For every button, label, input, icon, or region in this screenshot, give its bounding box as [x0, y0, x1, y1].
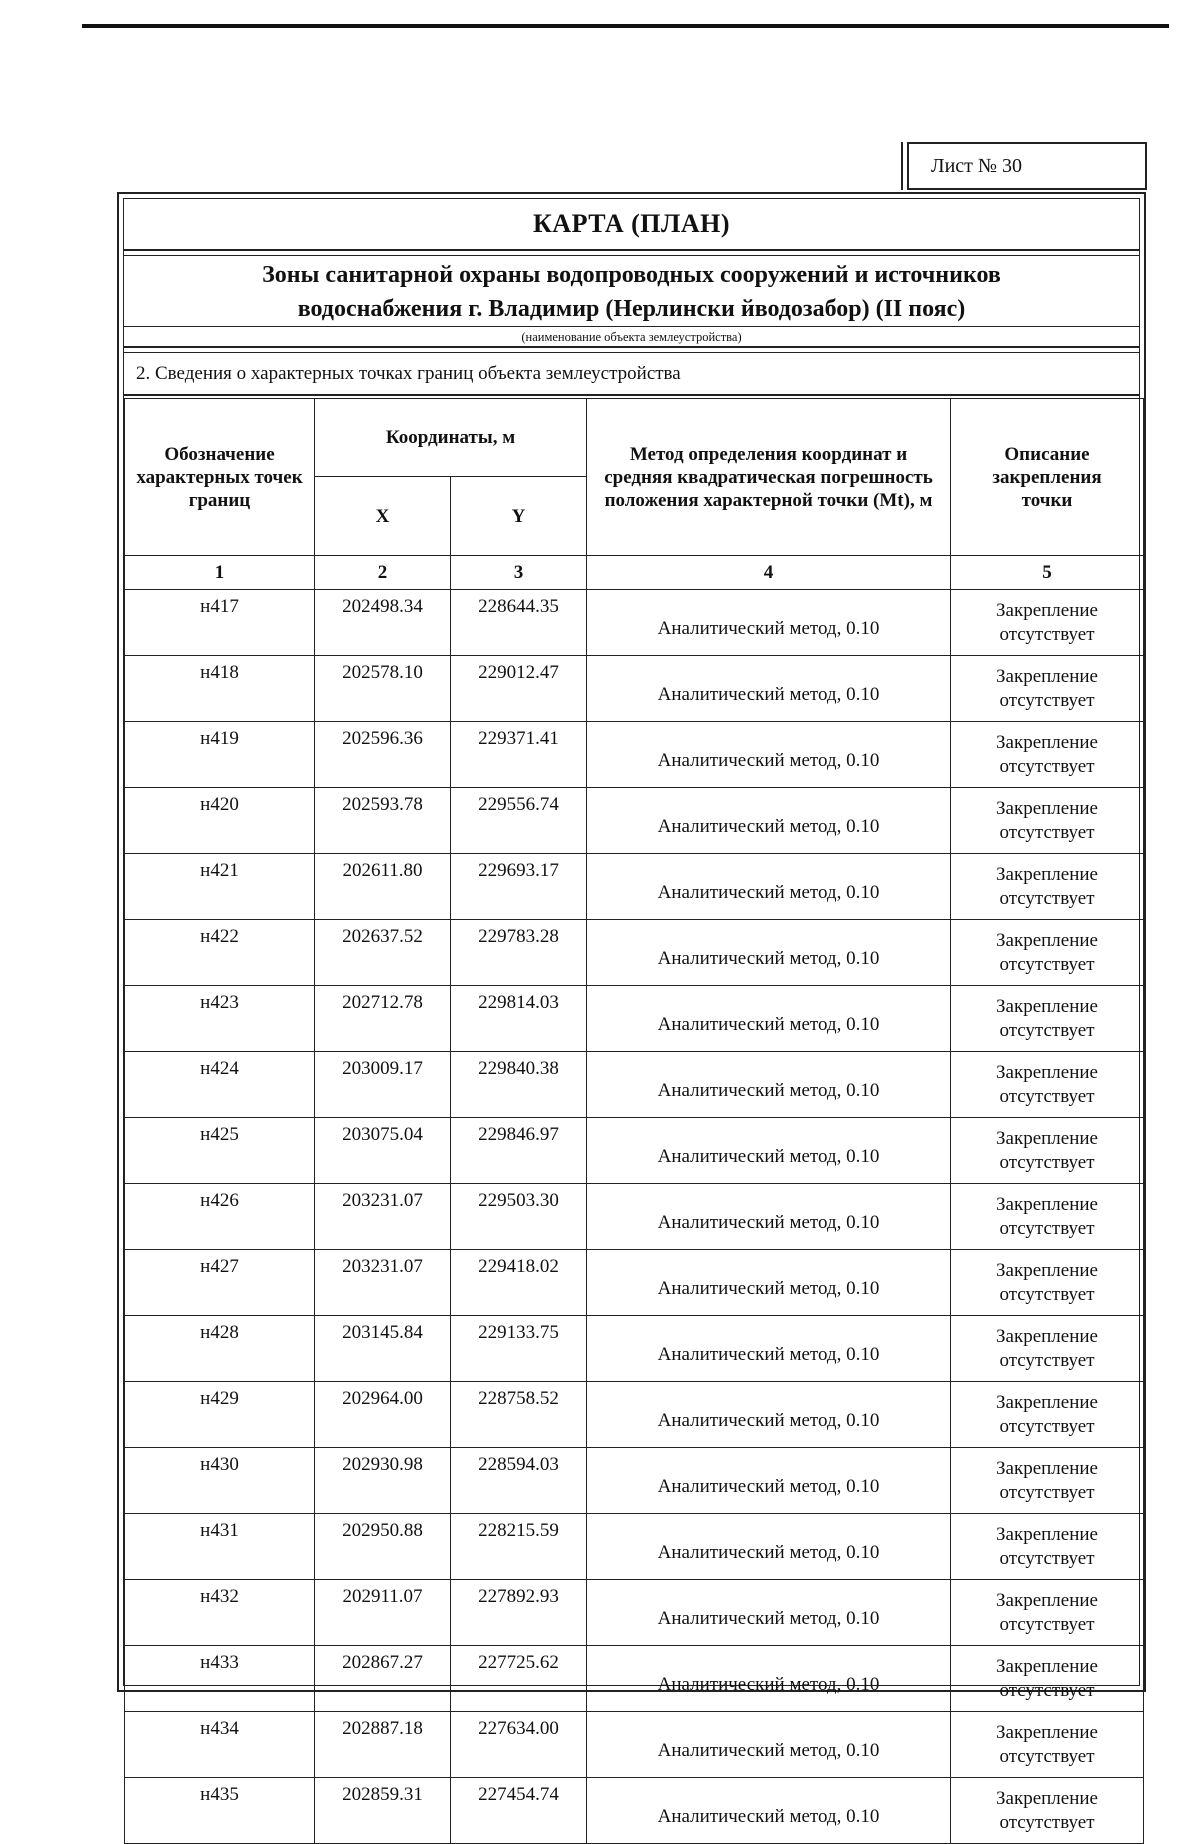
description-cell: Закрепление отсутствует: [951, 1382, 1144, 1448]
description-cell: Закрепление отсутствует: [951, 1646, 1144, 1712]
table-row: [125, 1778, 1144, 1844]
point-cell: н429: [125, 1382, 315, 1448]
y-cell: 229840.38: [451, 1052, 587, 1118]
description-cell: Закрепление отсутствует: [951, 590, 1144, 656]
x-cell: 202964.00: [315, 1382, 451, 1448]
header-x: X: [315, 477, 451, 556]
point-cell: н424: [125, 1052, 315, 1118]
x-cell: 202498.34: [315, 590, 451, 656]
point-cell: н422: [125, 920, 315, 986]
description-cell: Закрепление отсутствует: [951, 1316, 1144, 1382]
y-cell: 228758.52: [451, 1382, 587, 1448]
table-row: [125, 1514, 1144, 1580]
description-cell: Закрепление отсутствует: [951, 1580, 1144, 1646]
header-method: Метод определения координат и средняя квадратическая погрешность положения характерной точки (Mt), м: [587, 399, 951, 556]
method-cell: Аналитический метод, 0.10: [587, 656, 951, 722]
point-cell: н420: [125, 788, 315, 854]
method-cell: Аналитический метод, 0.10: [587, 1514, 951, 1580]
y-cell: 229814.03: [451, 986, 587, 1052]
point-cell: н428: [125, 1316, 315, 1382]
description-cell: Закрепление отсутствует: [951, 788, 1144, 854]
description-cell: Закрепление отсутствует: [951, 1118, 1144, 1184]
document-title: КАРТА (ПЛАН): [124, 199, 1139, 251]
point-cell: н435: [125, 1778, 315, 1844]
y-cell: 227634.00: [451, 1712, 587, 1778]
point-cell: н421: [125, 854, 315, 920]
header-description: Описание закрепления точки: [951, 399, 1144, 556]
column-number: 5: [951, 556, 1144, 590]
column-number: 4: [587, 556, 951, 590]
description-cell: Закрепление отсутствует: [951, 722, 1144, 788]
point-cell: н430: [125, 1448, 315, 1514]
method-cell: Аналитический метод, 0.10: [587, 1250, 951, 1316]
table-row: [125, 1250, 1144, 1316]
point-cell: н418: [125, 656, 315, 722]
x-cell: 202911.07: [315, 1580, 451, 1646]
method-cell: Аналитический метод, 0.10: [587, 1052, 951, 1118]
table-row: [125, 920, 1144, 986]
y-cell: 229418.02: [451, 1250, 587, 1316]
x-cell: 203231.07: [315, 1184, 451, 1250]
point-cell: н419: [125, 722, 315, 788]
description-cell: Закрепление отсутствует: [951, 854, 1144, 920]
y-cell: 229693.17: [451, 854, 587, 920]
description-cell: Закрепление отсутствует: [951, 1778, 1144, 1844]
y-cell: 229783.28: [451, 920, 587, 986]
x-cell: 202578.10: [315, 656, 451, 722]
section-title: 2. Сведения о характерных точках границ объекта землеустройства: [124, 352, 1139, 396]
table-row: [125, 1118, 1144, 1184]
object-name-line-2: водоснабжения г. Владимир (Нерлински йводозабор) (II пояс): [297, 296, 966, 322]
table-row: [125, 1448, 1144, 1514]
method-cell: Аналитический метод, 0.10: [587, 1118, 951, 1184]
x-cell: 202611.80: [315, 854, 451, 920]
method-cell: Аналитический метод, 0.10: [587, 854, 951, 920]
table-row: [125, 1316, 1144, 1382]
method-cell: Аналитический метод, 0.10: [587, 1184, 951, 1250]
table-row: [125, 1184, 1144, 1250]
column-number: 3: [451, 556, 587, 590]
y-cell: 227454.74: [451, 1778, 587, 1844]
description-cell: Закрепление отсутствует: [951, 1250, 1144, 1316]
description-cell: Закрепление отсутствует: [951, 1448, 1144, 1514]
x-cell: 202593.78: [315, 788, 451, 854]
method-cell: Аналитический метод, 0.10: [587, 1580, 951, 1646]
point-cell: н425: [125, 1118, 315, 1184]
y-cell: 229371.41: [451, 722, 587, 788]
method-cell: Аналитический метод, 0.10: [587, 788, 951, 854]
document-inner-frame: [123, 198, 1140, 1833]
method-cell: Аналитический метод, 0.10: [587, 722, 951, 788]
x-cell: 203145.84: [315, 1316, 451, 1382]
table-row: [125, 590, 1144, 656]
description-cell: Закрепление отсутствует: [951, 1712, 1144, 1778]
column-number-row: [125, 556, 1144, 590]
object-name: [124, 255, 1139, 327]
method-cell: Аналитический метод, 0.10: [587, 986, 951, 1052]
method-cell: Аналитический метод, 0.10: [587, 590, 951, 656]
object-name-caption: (наименование объекта землеустройства): [124, 329, 1139, 348]
x-cell: 202596.36: [315, 722, 451, 788]
method-cell: Аналитический метод, 0.10: [587, 1448, 951, 1514]
sheet-number-label: Лист № 30: [931, 154, 1022, 177]
method-cell: Аналитический метод, 0.10: [587, 1316, 951, 1382]
x-cell: 202950.88: [315, 1514, 451, 1580]
description-cell: Закрепление отсутствует: [951, 1514, 1144, 1580]
method-cell: Аналитический метод, 0.10: [587, 920, 951, 986]
point-cell: н432: [125, 1580, 315, 1646]
x-cell: 203075.04: [315, 1118, 451, 1184]
y-cell: 227892.93: [451, 1580, 587, 1646]
table-row: [125, 1382, 1144, 1448]
point-cell: н427: [125, 1250, 315, 1316]
y-cell: 229503.30: [451, 1184, 587, 1250]
point-cell: н426: [125, 1184, 315, 1250]
x-cell: 202887.18: [315, 1712, 451, 1778]
point-cell: н423: [125, 986, 315, 1052]
sheet-number: [907, 142, 1147, 190]
points-table: [124, 398, 1144, 1844]
y-cell: 229133.75: [451, 1316, 587, 1382]
document-frame: [117, 192, 1146, 1833]
table-row: [125, 1580, 1144, 1646]
description-cell: Закрепление отсутствует: [951, 1184, 1144, 1250]
description-cell: Закрепление отсутствует: [951, 1052, 1144, 1118]
table-row: [125, 986, 1144, 1052]
method-cell: Аналитический метод, 0.10: [587, 1712, 951, 1778]
table-row: [125, 722, 1144, 788]
point-cell: н431: [125, 1514, 315, 1580]
table-row: [125, 788, 1144, 854]
x-cell: 202867.27: [315, 1646, 451, 1712]
y-cell: 228215.59: [451, 1514, 587, 1580]
header-point: Обозначение характерных точек границ: [125, 399, 315, 556]
x-cell: 202712.78: [315, 986, 451, 1052]
x-cell: 202930.98: [315, 1448, 451, 1514]
x-cell: 203231.07: [315, 1250, 451, 1316]
table-row: [125, 1646, 1144, 1712]
y-cell: 229012.47: [451, 656, 587, 722]
y-cell: 229556.74: [451, 788, 587, 854]
method-cell: Аналитический метод, 0.10: [587, 1778, 951, 1844]
header-coordinates: Координаты, м: [315, 399, 587, 477]
table-row: [125, 1052, 1144, 1118]
description-cell: Закрепление отсутствует: [951, 986, 1144, 1052]
table-row: [125, 854, 1144, 920]
top-rule: [82, 24, 1169, 28]
column-number: 2: [315, 556, 451, 590]
x-cell: 202637.52: [315, 920, 451, 986]
y-cell: 227725.62: [451, 1646, 587, 1712]
x-cell: 203009.17: [315, 1052, 451, 1118]
header-y: Y: [451, 477, 587, 556]
point-cell: н417: [125, 590, 315, 656]
x-cell: 202859.31: [315, 1778, 451, 1844]
method-cell: Аналитический метод, 0.10: [587, 1382, 951, 1448]
description-cell: Закрепление отсутствует: [951, 920, 1144, 986]
y-cell: 228594.03: [451, 1448, 587, 1514]
object-name-line-1: Зоны санитарной охраны водопроводных сооружений и источников: [262, 262, 1001, 288]
y-cell: 228644.35: [451, 590, 587, 656]
point-cell: н434: [125, 1712, 315, 1778]
y-cell: 229846.97: [451, 1118, 587, 1184]
table-row: [125, 656, 1144, 722]
point-cell: н433: [125, 1646, 315, 1712]
description-cell: Закрепление отсутствует: [951, 656, 1144, 722]
column-number: 1: [125, 556, 315, 590]
table-row: [125, 1712, 1144, 1778]
method-cell: Аналитический метод, 0.10: [587, 1646, 951, 1712]
